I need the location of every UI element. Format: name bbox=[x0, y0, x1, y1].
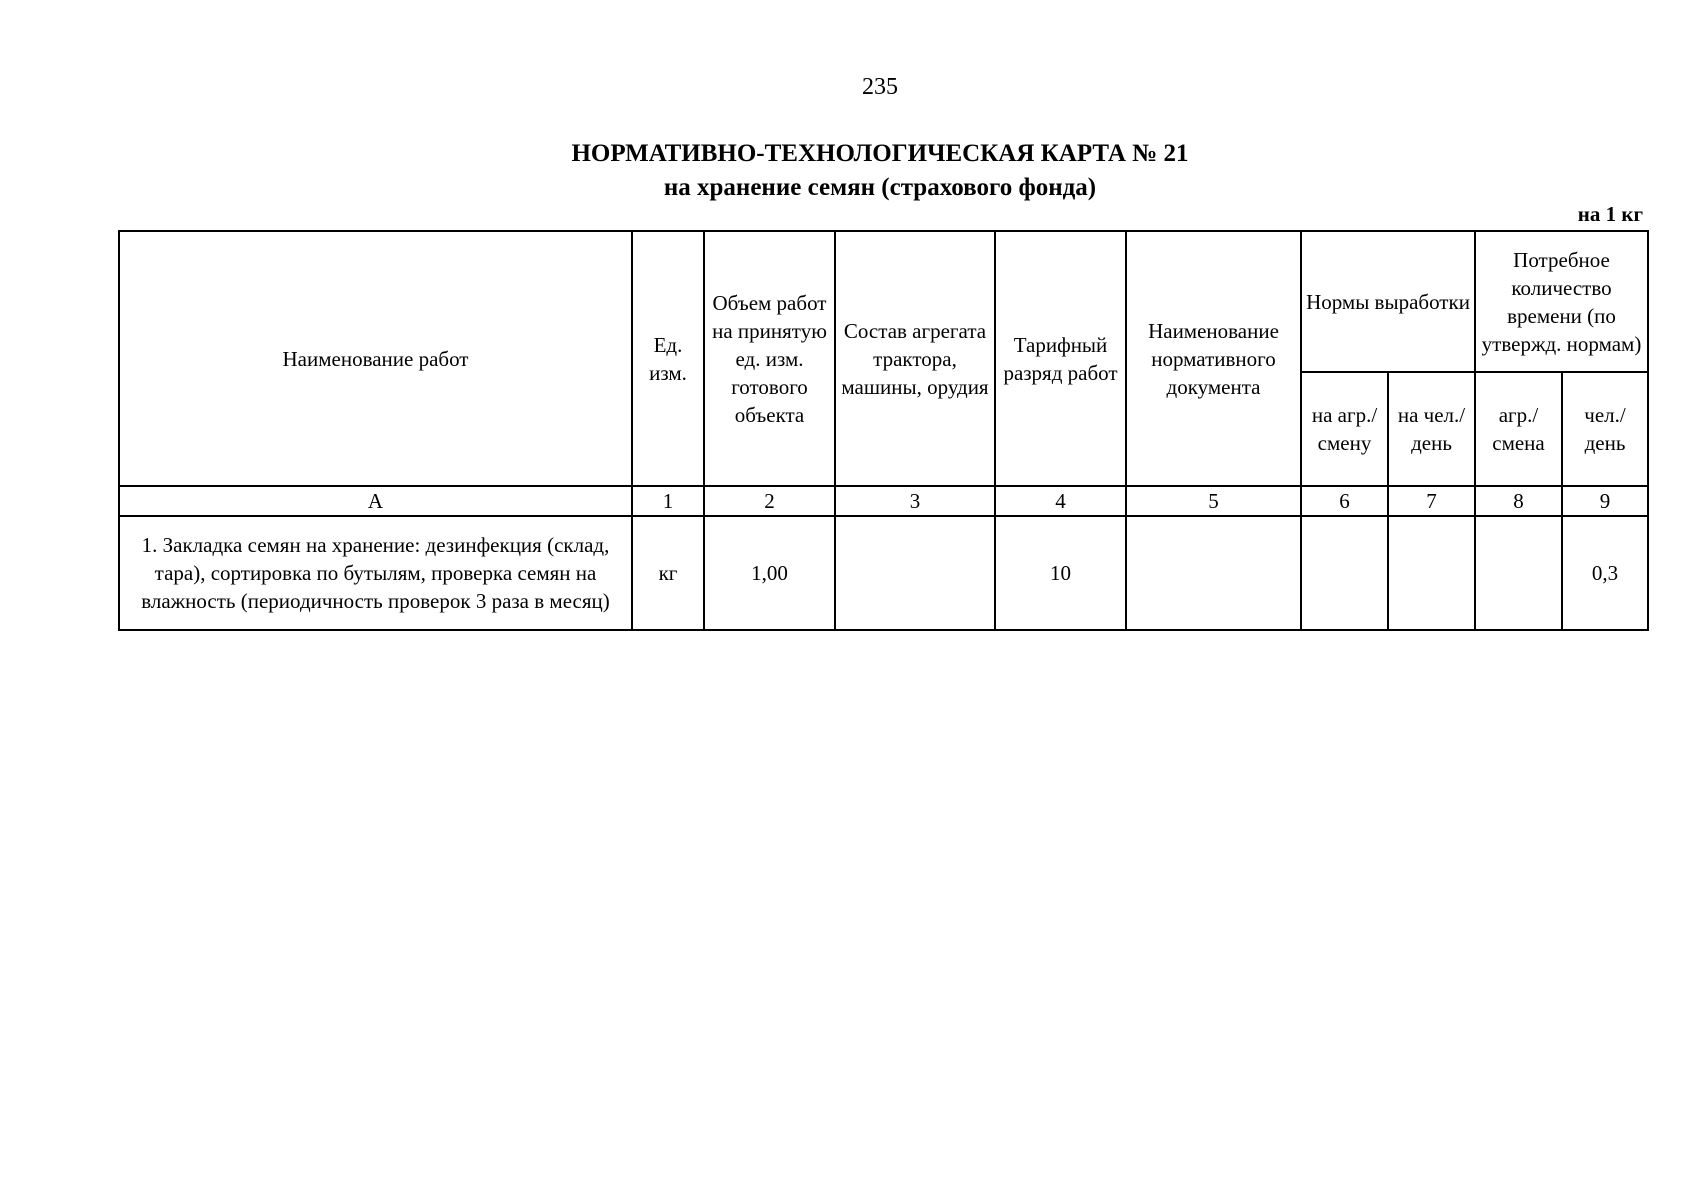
document-cell bbox=[1126, 516, 1301, 630]
unit-note: на 1 кг bbox=[1577, 202, 1643, 226]
column-number: 7 bbox=[1388, 486, 1475, 516]
work-description: 1. Закладка семян на хранение: дезинфекция (склад, тара), сортировка по бутылям, проверка семян на влажность (периодичность проверок 3 раза в месяц) bbox=[119, 516, 632, 630]
table-row bbox=[119, 516, 1648, 630]
column-number: 2 bbox=[704, 486, 835, 516]
page-title: НОРМАТИВНО-ТЕХНОЛОГИЧЕСКАЯ КАРТА № 21 bbox=[571, 140, 1189, 167]
composition-cell bbox=[835, 516, 995, 630]
time-man-day-cell: 0,3 bbox=[1562, 516, 1648, 630]
column-number: 4 bbox=[995, 486, 1126, 516]
column-number-row bbox=[119, 486, 1648, 516]
header-volume: Объем работ на принятую ед. изм. готового объекта bbox=[704, 231, 835, 486]
header-work-name: Наименование работ bbox=[119, 231, 632, 486]
column-number: А bbox=[119, 486, 632, 516]
page-number: 235 bbox=[862, 74, 898, 100]
column-number: 8 bbox=[1475, 486, 1562, 516]
tariff-cell: 10 bbox=[995, 516, 1126, 630]
column-number: 6 bbox=[1301, 486, 1388, 516]
header-agr-shift: агр./ смена bbox=[1475, 372, 1562, 486]
column-number: 1 bbox=[632, 486, 704, 516]
column-number: 3 bbox=[835, 486, 995, 516]
page-subtitle: на хранение семян (страхового фонда) bbox=[663, 174, 1097, 201]
column-number: 5 bbox=[1126, 486, 1301, 516]
volume-cell: 1,00 bbox=[704, 516, 835, 630]
norm-agr-shift-cell bbox=[1301, 516, 1388, 630]
unit-cell: кг bbox=[632, 516, 704, 630]
header-document-name: Наименование нормативного документа bbox=[1126, 231, 1301, 486]
header-time-needed: Потребное количество времени (по утвержд. нормам) bbox=[1475, 231, 1648, 372]
header-output-norms: Нормы выработки bbox=[1301, 231, 1475, 372]
header-per-agr-shift: на агр./ смену bbox=[1301, 372, 1388, 486]
header-tariff: Тарифный разряд работ bbox=[995, 231, 1126, 486]
column-number: 9 bbox=[1562, 486, 1648, 516]
time-agr-shift-cell bbox=[1475, 516, 1562, 630]
header-row bbox=[119, 231, 1648, 372]
technology-card-table bbox=[118, 230, 1649, 631]
norm-man-day-cell bbox=[1388, 516, 1475, 630]
header-man-day: чел./ день bbox=[1562, 372, 1648, 486]
header-unit: Ед. изм. bbox=[632, 231, 704, 486]
header-per-man-day: на чел./ день bbox=[1388, 372, 1475, 486]
header-composition: Состав агрегата трактора, машины, орудия bbox=[835, 231, 995, 486]
